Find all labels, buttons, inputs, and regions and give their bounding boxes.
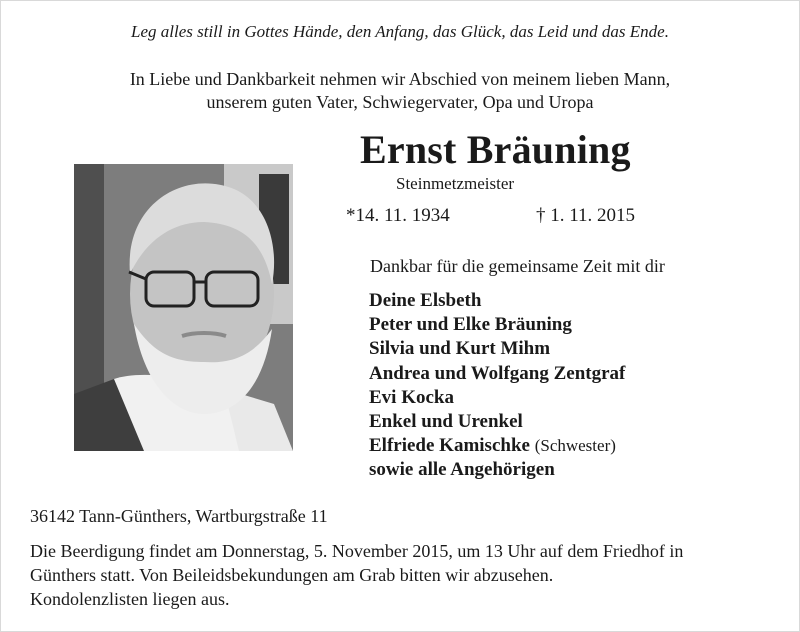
family-address: 36142 Tann-Günthers, Wartburgstraße 11 bbox=[30, 506, 328, 526]
funeral-info bbox=[30, 539, 790, 611]
family-member: Peter und Elke Bräuning bbox=[369, 314, 572, 336]
family-member: Silvia und Kurt Mihm bbox=[369, 338, 551, 360]
family-member: Evi Kocka bbox=[369, 386, 454, 408]
deceased-name: Ernst Bräuning bbox=[360, 127, 631, 172]
thanks-line: Dankbar für die gemeinsame Zeit mit dir bbox=[370, 256, 665, 276]
family-member: Deine Elsbeth bbox=[369, 290, 482, 311]
relation-note: (Schwester) bbox=[534, 436, 616, 456]
portrait-photo bbox=[74, 164, 293, 451]
intro-text bbox=[0, 68, 800, 114]
deceased-title: Steinmetzmeister bbox=[396, 174, 515, 193]
funeral-line-2: Günthers statt. Von Beileidsbekundungen am Grab bitten wir abzusehen. bbox=[30, 565, 554, 585]
funeral-line-3: Kondolenzlisten liegen aus. bbox=[30, 589, 230, 609]
family-member: Enkel und Urenkel bbox=[369, 411, 523, 433]
portrait-illustration bbox=[74, 164, 293, 451]
funeral-line-1: Die Beerdigung findet am Donnerstag, 5. November 2015, um 13 Uhr auf dem Friedhof in bbox=[30, 541, 684, 561]
family-list bbox=[369, 289, 625, 483]
family-member: Andrea und Wolfgang Zentgraf bbox=[369, 362, 626, 384]
family-member: sowie alle Angehörigen bbox=[369, 459, 555, 481]
intro-line-1: In Liebe und Dankbarkeit nehmen wir Abschied von meinem lieben Mann, bbox=[129, 69, 671, 89]
birth-date: *14. 11. 1934 bbox=[346, 205, 450, 226]
intro-line-2: unserem guten Vater, Schwiegervater, Opa und Uropa bbox=[206, 92, 594, 112]
family-member: Elfriede Kamischke (Schwester) bbox=[369, 435, 616, 457]
motto-verse: Leg alles still in Gottes Hände, den Anfang, das Glück, das Leid und das Ende. bbox=[131, 22, 669, 41]
death-date: † 1. 11. 2015 bbox=[536, 205, 636, 226]
